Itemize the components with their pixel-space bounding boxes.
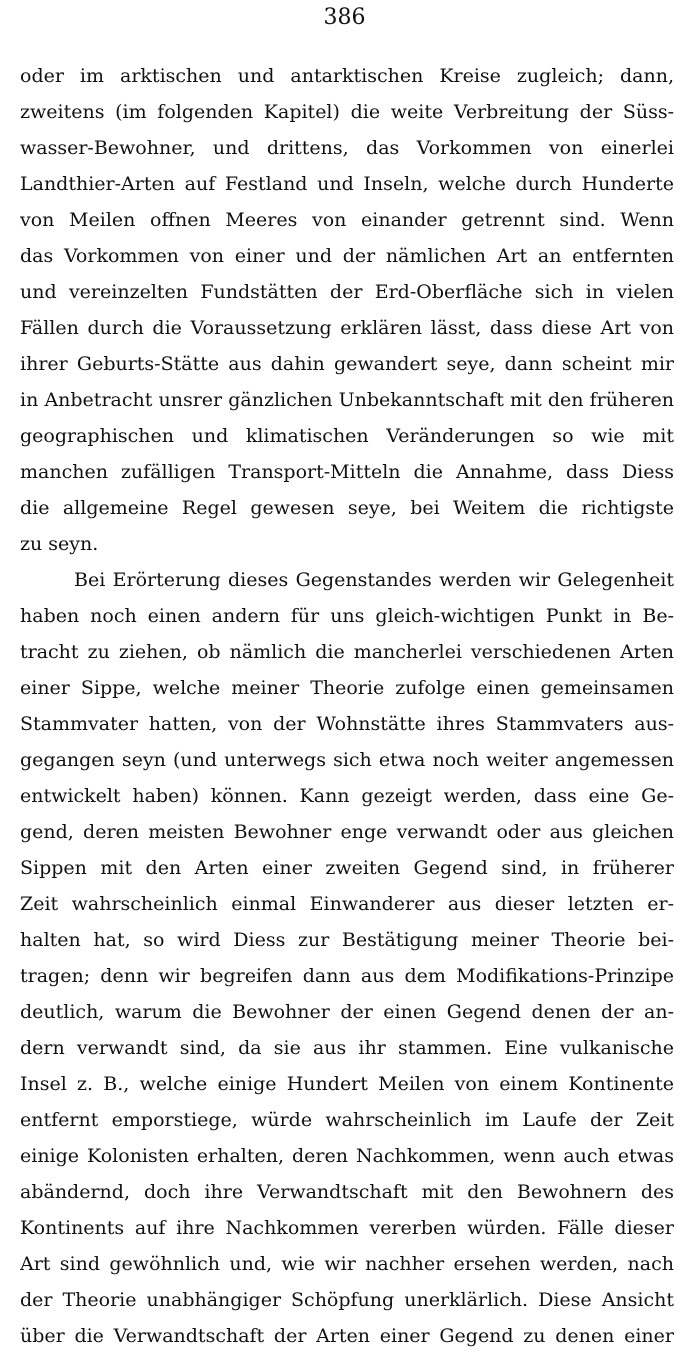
text-line: abändernd, doch ihre Verwandtschaft mit den Bewohnern des	[20, 1181, 674, 1203]
text-line: in Anbetracht unsrer gänzlichen Unbekanntschaft mit den früheren	[20, 389, 674, 411]
paragraph-2	[20, 562, 674, 1354]
text-line: geographischen und klimatischen Veränderungen so wie mit	[20, 425, 674, 447]
text-line: dern verwandt sind, da sie aus ihr stammen. Eine vulkanische	[20, 1037, 674, 1059]
text-line: haben noch einen andern für uns gleich-wichtigen Punkt in Be-	[20, 605, 674, 627]
text-line: entfernt emporstiege, würde wahrscheinlich im Laufe der Zeit	[20, 1109, 674, 1131]
text-line: zu seyn.	[20, 533, 99, 555]
text-line: der Theorie unabhängiger Schöpfung unerklärlich. Diese Ansicht	[20, 1289, 674, 1311]
text-line: Landthier-Arten auf Festland und Inseln, welche durch Hunderte	[20, 173, 674, 195]
text-line: Kontinents auf ihre Nachkommen vererben würden. Fälle dieser	[20, 1217, 674, 1239]
text-line: Insel z. B., welche einige Hundert Meilen von einem Kontinente	[20, 1073, 674, 1095]
text-line: die allgemeine Regel gewesen seye, bei Weitem die richtigste	[20, 497, 674, 519]
text-line: Bei Erörterung dieses Gegenstandes werden wir Gelegenheit	[74, 569, 674, 591]
text-line: tracht zu ziehen, ob nämlich die mancherlei verschiedenen Arten	[20, 641, 674, 663]
page-number: 386	[323, 5, 366, 30]
text-line: gend, deren meisten Bewohner enge verwandt oder aus gleichen	[20, 821, 674, 843]
body-text	[20, 58, 674, 1354]
text-line: Zeit wahrscheinlich einmal Einwanderer aus dieser letzten er-	[20, 893, 674, 915]
text-line: und vereinzelten Fundstätten der Erd-Oberfläche sich in vielen	[20, 281, 674, 303]
text-line: Fällen durch die Voraussetzung erklären lässt, dass diese Art von	[20, 317, 674, 339]
text-line: Stammvater hatten, von der Wohnstätte ihres Stammvaters aus-	[20, 713, 674, 735]
text-line: einer Sippe, welche meiner Theorie zufolge einen gemeinsamen	[20, 677, 674, 699]
text-line: manchen zufälligen Transport-Mitteln die Annahme, dass Diess	[20, 461, 674, 483]
text-line: einige Kolonisten erhalten, deren Nachkommen, wenn auch etwas	[20, 1145, 674, 1167]
text-line: wasser-Bewohner, und drittens, das Vorkommen von einerlei	[20, 137, 674, 159]
text-line: halten hat, so wird Diess zur Bestätigung meiner Theorie bei-	[20, 929, 674, 951]
paragraph-1	[20, 58, 674, 562]
text-line: tragen; denn wir begreifen dann aus dem Modifikations-Prinzipe	[20, 965, 674, 987]
text-line: Art sind gewöhnlich und, wie wir nachher ersehen werden, nach	[20, 1253, 674, 1275]
text-line: zweitens (im folgenden Kapitel) die weite Verbreitung der Süss-	[20, 101, 674, 123]
text-line: von Meilen offnen Meeres von einander getrennt sind. Wenn	[20, 209, 674, 231]
text-line: das Vorkommen von einer und der nämlichen Art an entfernten	[20, 245, 674, 267]
text-line: oder im arktischen und antarktischen Kreise zugleich; dann,	[20, 65, 674, 87]
text-line: ihrer Geburts-Stätte aus dahin gewandert seye, dann scheint mir	[20, 353, 674, 375]
text-line: deutlich, warum die Bewohner der einen Gegend denen der an-	[20, 1001, 674, 1023]
text-line: gegangen seyn (und unterwegs sich etwa noch weiter angemessen	[20, 749, 674, 771]
text-line: Sippen mit den Arten einer zweiten Gegend sind, in früherer	[20, 857, 674, 879]
text-line: über die Verwandtschaft der Arten einer Gegend zu denen einer	[20, 1325, 674, 1347]
text-line: entwickelt haben) können. Kann gezeigt werden, dass eine Ge-	[20, 785, 674, 807]
